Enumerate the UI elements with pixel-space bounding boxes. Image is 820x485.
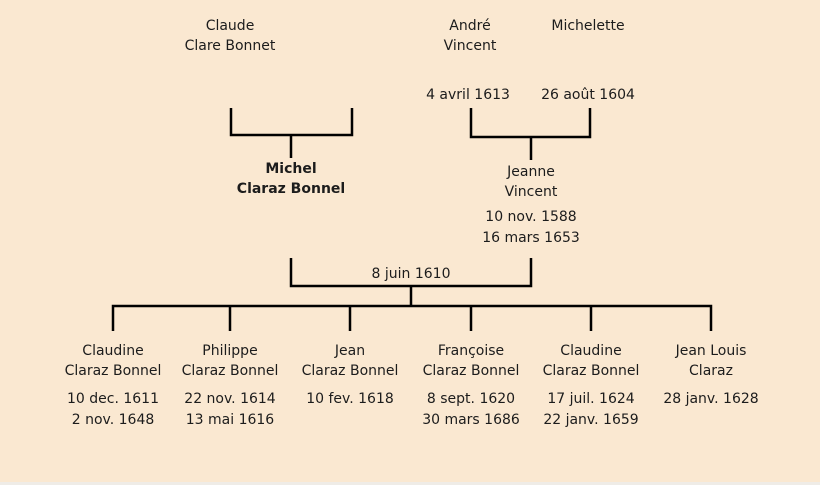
person-child-5 — [543, 341, 640, 381]
person-first-name: André — [449, 18, 491, 34]
person-last-name: Claraz — [689, 363, 733, 379]
person-child-4 — [423, 341, 520, 381]
person-first-name: Philippe — [202, 343, 258, 359]
person-first-name: Claudine — [560, 343, 622, 359]
person-first-name: Claudine — [82, 343, 144, 359]
person-last-name: Vincent — [504, 184, 558, 200]
maternal-grandmother-date — [541, 85, 635, 106]
person-first-name: Jean — [334, 343, 366, 359]
date-line: 22 nov. 1614 — [184, 391, 276, 407]
mother-dates — [482, 207, 580, 249]
paternal-parents-bracket — [231, 108, 352, 158]
person-last-name: Clare Bonnet — [184, 38, 276, 54]
person-last-name: Claraz Bonnel — [422, 363, 520, 379]
date-line: 10 nov. 1588 — [485, 209, 577, 225]
date-line: 26 août 1604 — [541, 87, 635, 103]
date-line: 8 juin 1610 — [371, 266, 451, 282]
person-paternal-parent — [185, 16, 276, 56]
date-line: 13 mai 1616 — [185, 412, 275, 428]
person-maternal-grandfather — [444, 16, 497, 56]
children-bracket — [113, 306, 711, 331]
date-line: 10 fev. 1618 — [306, 391, 394, 407]
person-maternal-grandmother — [551, 16, 624, 36]
date-line: 8 sept. 1620 — [426, 391, 516, 407]
date-line: 2 nov. 1648 — [71, 412, 155, 428]
date-line: 10 dec. 1611 — [67, 391, 159, 407]
date-line: 16 mars 1653 — [482, 230, 580, 246]
person-last-name: Claraz Bonnel — [542, 363, 640, 379]
person-first-name: Jeanne — [507, 164, 555, 180]
person-mother — [505, 162, 558, 202]
child-5-dates — [543, 389, 638, 431]
child-4-dates — [422, 389, 520, 431]
child-6-dates — [663, 389, 758, 410]
person-last-name: Claraz Bonnel — [236, 181, 346, 197]
person-child-6 — [676, 341, 747, 381]
marriage-date — [372, 264, 451, 285]
person-last-name: Vincent — [443, 38, 497, 54]
person-first-name: Jean Louis — [675, 343, 747, 359]
person-child-3 — [302, 341, 399, 381]
person-first-name: Françoise — [437, 343, 505, 359]
date-line: 28 janv. 1628 — [663, 391, 759, 407]
person-first-name: Michelette — [551, 18, 625, 34]
person-last-name: Claraz Bonnel — [301, 363, 399, 379]
child-1-dates — [67, 389, 159, 431]
person-first-name: Claude — [205, 18, 255, 34]
maternal-parents-bracket — [471, 108, 590, 160]
date-line: 30 mars 1686 — [422, 412, 520, 428]
person-last-name: Claraz Bonnel — [64, 363, 162, 379]
person-father — [237, 159, 345, 199]
child-3-dates — [306, 389, 394, 410]
person-first-name: Michel — [265, 161, 317, 177]
person-last-name: Claraz Bonnel — [181, 363, 279, 379]
child-2-dates — [184, 389, 275, 431]
person-child-1 — [65, 341, 162, 381]
maternal-grandfather-date — [426, 85, 510, 106]
date-line: 17 juil. 1624 — [547, 391, 635, 407]
date-line: 22 janv. 1659 — [543, 412, 639, 428]
date-line: 4 avril 1613 — [426, 87, 510, 103]
person-child-2 — [182, 341, 279, 381]
